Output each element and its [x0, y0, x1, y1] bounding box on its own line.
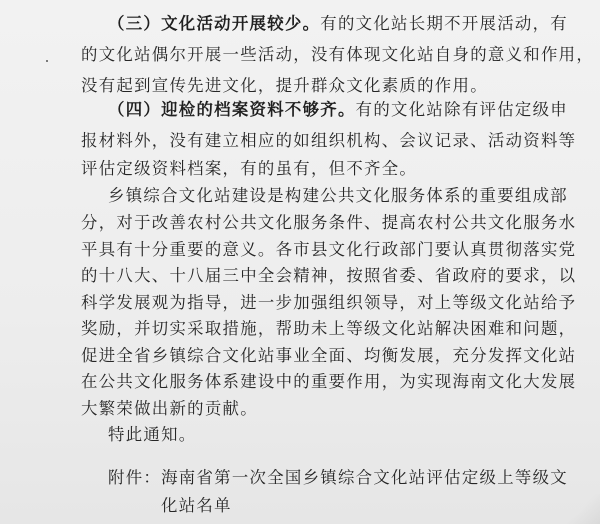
para-san-line-2: 的文化站偶尔开展一些活动，没有体现文化站自身的意义和作用， — [81, 45, 595, 64]
attachment-line-1 — [108, 468, 568, 488]
para-main-line-6: 奖励，并切实采取措施，帮助未上等级文化站解决困难和问题， — [81, 319, 577, 338]
para-si-line-3: 评估定级资料档案，有的虽有，但不齐全。 — [81, 159, 418, 178]
notice-text: 特此通知。 — [108, 425, 197, 444]
para-san-line-1-rest: 有的文化站长期不开展活动，有 — [320, 14, 568, 33]
para-main-line-5: 科学发展观为指导，进一步加强组织领导，对上等级文化站给予 — [81, 293, 577, 312]
para-main-line-4: 的十八大、十八届三中全会精神，按照省委、省政府的要求，以 — [81, 266, 577, 285]
para-main-line-7: 促进全省乡镇综合文化站事业全面、均衡发展，充分发挥文化站 — [81, 346, 577, 365]
attachment-label: 附件： — [108, 468, 162, 487]
para-si-heading: （四）迎检的档案资料不够齐。 — [108, 100, 356, 119]
para-main-line-1: 乡镇综合文化站建设是构建公共文化服务体系的重要组成部 — [108, 186, 568, 205]
para-si-line-1-rest: 有的文化站除有评估定级申 — [355, 100, 568, 119]
para-san-heading: （三）文化活动开展较少。 — [108, 14, 321, 33]
para-main-line-8: 在公共文化服务体系建设中的重要作用，为实现海南文化大发展 — [81, 372, 577, 391]
para-main-line-9: 大繁荣做出新的贡献。 — [81, 399, 258, 418]
para-main-line-2: 分，对于改善农村公共文化服务条件、提高农村公共文化服务水 — [81, 213, 577, 232]
page-corner-shadow — [560, 494, 600, 524]
para-si-line-2: 报材料外，没有建立相应的如组织机构、会议记录、活动资料等 — [81, 131, 577, 150]
para-san-line-3: 没有起到宣传先进文化，提升群众文化素质的作用。 — [81, 76, 488, 95]
attachment-title: 海南省第一次全国乡镇综合文化站评估定级上等级文 — [161, 468, 568, 487]
para-main-line-3: 平具有十分重要的意义。各市县文化行政部门要认真贯彻落实党 — [81, 240, 577, 259]
margin-dot — [46, 60, 48, 62]
attachment-line-2: 化站名单 — [161, 496, 232, 515]
para-san-line-1 — [108, 14, 568, 34]
para-si-line-1 — [108, 100, 568, 120]
